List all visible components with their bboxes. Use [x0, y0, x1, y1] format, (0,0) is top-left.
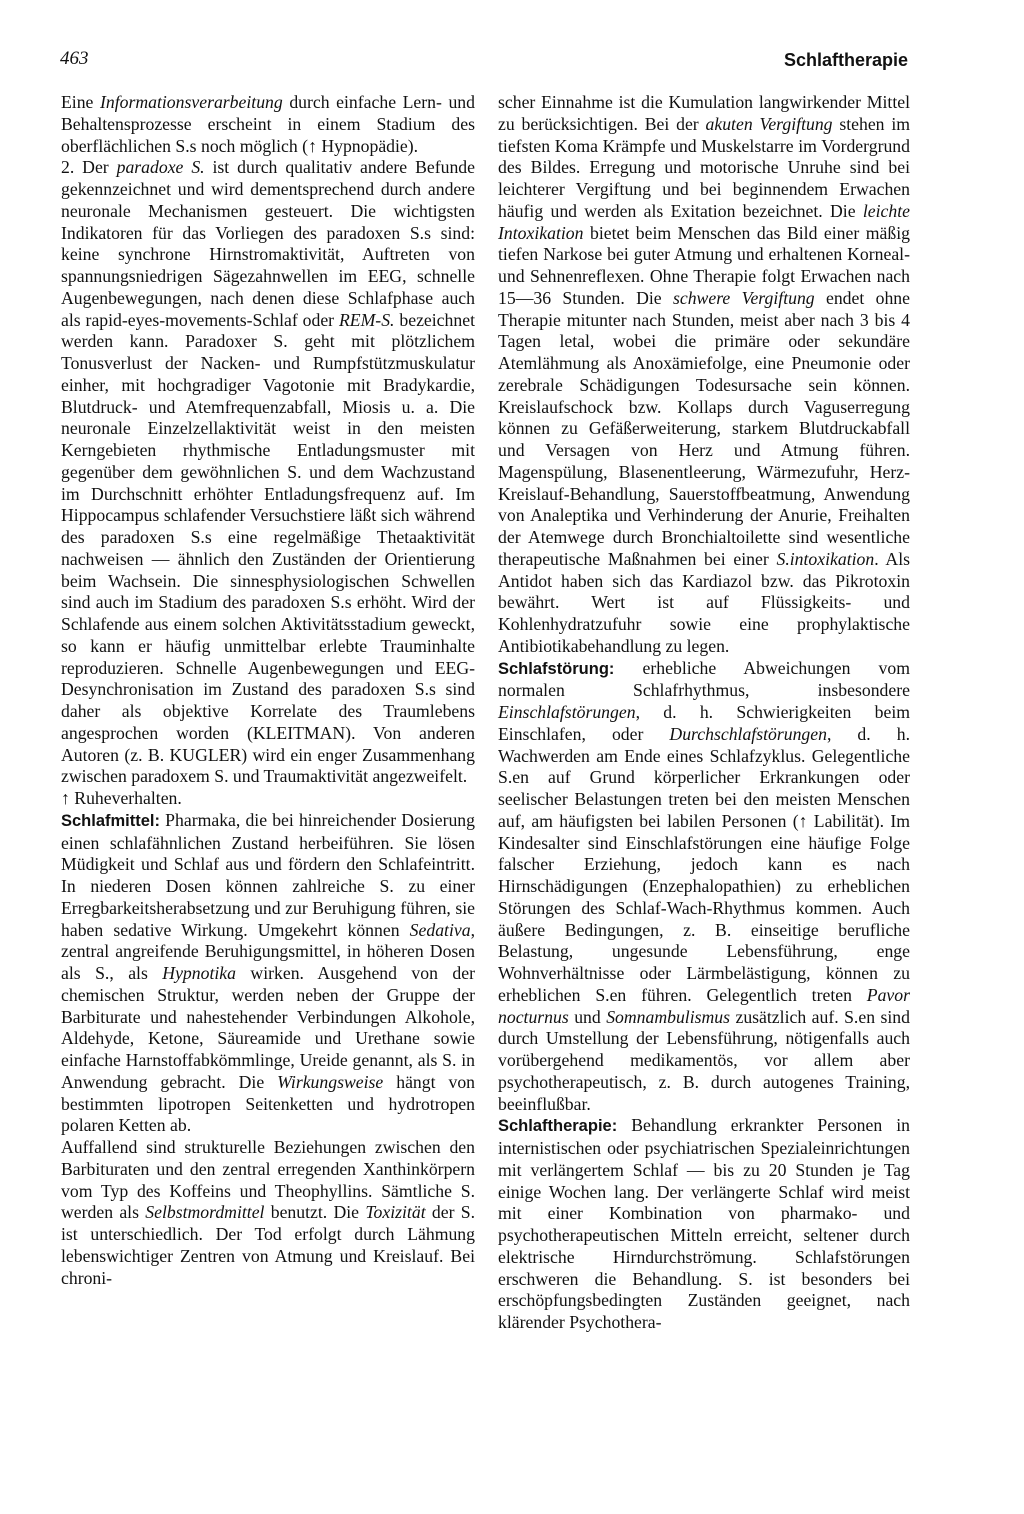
page-number: 463 [60, 48, 89, 69]
paragraph: Auffallend sind strukturelle Beziehungen zwischen den Barbituraten und den zentral erregenden Xanthinkörpern vom Typ des Koffeins und Theophyllins. Sämtliche S. werden als Selbstmordmittel benutzt. Die Toxizität der S. ist unterschiedlich. Der Tod erfolgt durch Lähmung lebenswichtiger Zentren von Atmung und Kreislauf. Bei chroni- [61, 1137, 475, 1288]
right-column [498, 92, 910, 1334]
paragraph: Eine Informationsverarbeitung durch einfache Lern- und Behaltensprozesse erscheint in einem Stadium des oberflächlichen S.s noch möglich (↑ Hypnopädie). [61, 92, 475, 156]
entry-schlafmittel: Schlafmittel: Pharmaka, die bei hinreichender Dosierung einen schlafähnlichen Zustand herbeiführen. Sie lösen Müdigkeit und Schlaf aus und fördern den Schlafeintritt. In niederen Dosen können zahlreiche S. zu einer Erregbarkeitsherabsetzung und zur Beruhigung führen, sie haben sedative Wirkung. Umgekehrt können Sedativa, zentral angreifende Beruhigungsmittel, in höheren Dosen als S., als Hypnotika wirken. Ausgehend von der chemischen Struktur, werden neben der Gruppe der Barbiturate und nahestehender Verbindungen Alkohole, Aldehyde, Ketone, Säureamide und Urethane sowie einfache Harnstoffabkömmlinge, Ureide genannt, als S. in Anwendung gebracht. Die Wirkungsweise hängt von bestimmten lipotropen Seitenketten und hydrotropen polaren Ketten ab. [61, 809, 476, 1136]
paragraph: scher Einnahme ist die Kumulation langwirkender Mittel zu berücksichtigen. Bei der akuten Vergiftung stehen im tiefsten Koma Krämpfe und Muskelstarre im Vordergrund des Bildes. Erregung und motorische Unruhe sind bei leichterer Vergiftung und bei beginnendem Erwachen häufig und werden als Exitation bezeichnet. Die leichte Intoxikation bietet beim Menschen das Bild einer mäßig tiefen Narkose bei guter Atmung und erhaltenen Korneal- und Sehnenreflexen. Ohne Therapie folgt Erwachen nach 15—36 Stunden. Die schwere Vergiftung endet ohne Therapie mitunter nach Stunden, meist aber nach 3 bis 4 Tagen letal, wobei die primäre oder sekundäre Atemlähmung als Anoxämiefolge, eine Pneumonie oder zerebrale Schädigungen Todesursache sein können. Kreislaufschock bzw. Kollaps durch Vaguserregung können zu Gefäßerweiterung, starkem Blutdruckabfall und Versagen von Herz und Atmung führen. Magenspülung, Blasenentleerung, Wärmezufuhr, Herz-Kreislauf-Behandlung, Sauerstoffbeatmung, Anwendung von Analeptika und Verhinderung der Anurie, Freihalten der Atemwege durch Bronchialtoilette sind wesentliche therapeutische Maßnahmen bei einer S.intoxikation. Als Antidot haben sich das Kardiazol bzw. das Pikrotoxin bewährt. Wert ist auf Flüssigkeits- und Kohlenhydratzufuhr sowie eine prophylaktische Antibiotikabehandlung zu legen. [498, 92, 911, 656]
running-title: Schlaftherapie [783, 50, 908, 70]
entry-term: Schlaftherapie: [498, 1117, 618, 1136]
paragraph: 2. Der paradoxe S. ist durch qualitativ andere Befunde gekennzeichnet und wird dementsprechend durch andere neuronale Mechanismen gesteuert. Die wichtigsten Indikatoren für das Vorliegen des paradoxen S.s sind: keine synchrone Hirnstromaktivität, Auftreten von spannungsniedrigen Sägezahnwellen im EEG, schnelle Augenbewegungen, nach denen diese Schlafphase auch als rapid-eyes-movements-Schlaf oder REM-S. bezeichnet werden kann. Paradoxer S. geht mit plötzlichem Tonusverlust der Nacken- und Rumpfstützmuskulatur einher, mit hochgradiger Vagotonie mit Bradykardie, Blutdruck- und Atemfrequenzabfall, Miosis u. a. Die neuronale Einzelzellaktivität weist in den meisten Kerngebieten rhythmische Entladungsmuster mit gegenüber dem gewöhnlichen S. und dem Wachzustand im Durchschnitt erhöhter Entladungsfrequenz auf. Im Hippocampus schlafender Versuchstiere läßt sich während des paradoxen S.s eine regelmäßige Thetaaktivität nachweisen — ähnlich den Zuständen der Orientierung beim Wachsein. Die sinnesphysiologischen Schwellen sind auch im Stadium des paradoxen S.s erhöht. Wird der Schlafende aus einem solchen Aktivitätsstadium geweckt, so kann er häufig unmittelbar erlebte Trauminhalte reproduzieren. Schnelle Augenbewegungen und EEG-Desynchronisation im Zustand des paradoxen S.s sind daher als objektive Korrelate des Traumlebens angesprochen worden (KLEITMAN). Von anderen Autoren (z. B. KUGLER) wird ein enger Zusammenhang zwischen paradoxem S. und Traumaktivität angezweifelt. [61, 157, 475, 787]
cross-reference: ↑ Ruheverhalten. [61, 788, 182, 808]
entry-schlaftherapie: Schlaftherapie: Behandlung erkrankter Personen in internistischen oder psychiatrischen Spezialeinrichtungen mit verlängertem Schlaf — bis zu 20 Stunden je Tag einige Wochen lang. Der verlängerte Schlaf wird meist mit einer Kombination von pharmako- und psychotherapeutischen Mitteln erreicht, seltener durch elektrische Hirndurchströmung. Schlafstörungen erschweren die Behandlung. S. ist besonders bei erschöpfungsbedingten Zuständen geeignet, nach klärender Psychothera- [498, 1115, 910, 1332]
entry-term: Schlafmittel: [61, 811, 161, 830]
entry-term: Schlafstörung: [498, 659, 615, 678]
left-column [61, 92, 475, 1289]
entry-schlafstoerung: Schlafstörung: erhebliche Abweichungen vom normalen Schlafrhythmus, insbesondere Einschlafstörungen, d. h. Schwierigkeiten beim Einschlafen, oder Durchschlafstörungen, d. h. Wachwerden am Ende eines Schlafzyklus. Gelegentliche S.en auf Grund körperlicher Erkrankungen oder seelischer Belastungen treten bei den meisten Menschen auf, am häufigsten bei labilen Personen (↑ Labilität). Im Kindesalter sind Einschlafstörungen eine häufige Folge falscher Erziehung, jedoch kann es nach Hirnschädigungen (Enzephalopathien) zu erheblichen Störungen des Schlaf-Wach-Rhythmus kommen. Auch äußere Bedingungen, z. B. einseitige berufliche Belastung, ungesunde Lebensführung, enge Wohnverhältnisse oder Lärmbelästigung, können zu erheblichen S.en führen. Gelegentlich treten Pavor nocturnus und Somnambulismus zusätzlich auf. S.en sind durch Umstellung der Lebensführung, nötigenfalls auch vorübergehend medikamentös, vor allem aber psychotherapeutisch, z. B. durch autogenes Training, beeinflußbar. [498, 657, 910, 1114]
